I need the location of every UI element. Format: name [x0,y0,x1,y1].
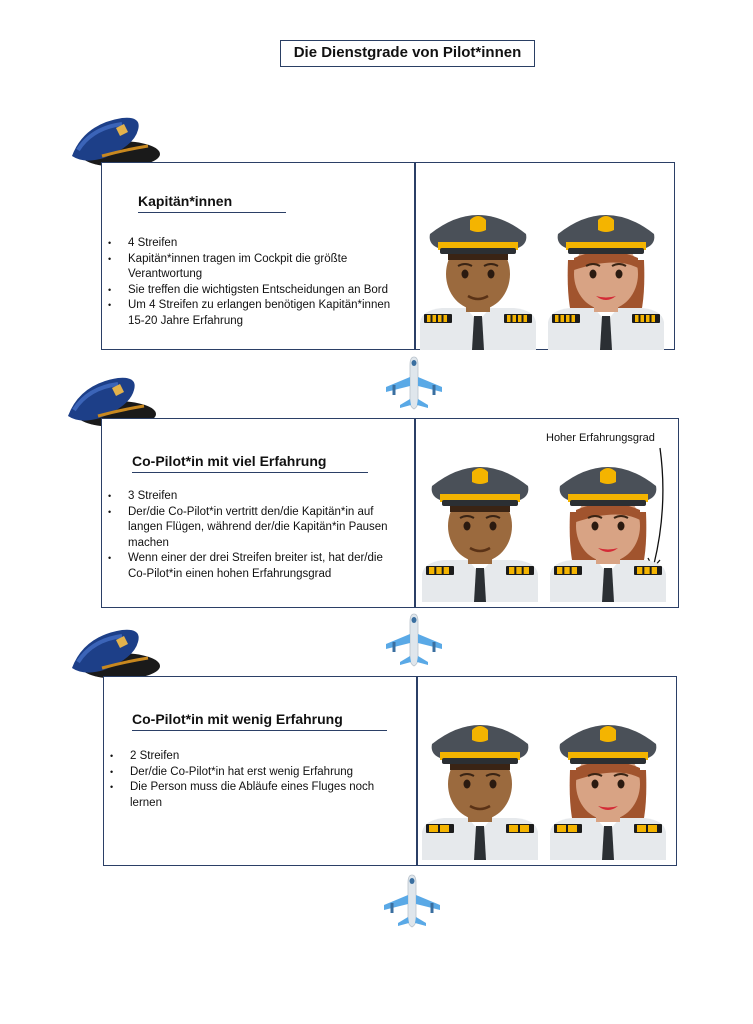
airplane-icon [382,873,442,929]
list-item: • Kapitän*innen tragen im Cockpit die größte Verantwortung [108,252,398,283]
bullet-list [108,489,402,582]
section-heading: Co-Pilot*in mit wenig Erfahrung [132,711,387,731]
woman-pilot-icon [546,198,666,348]
list-item: • Um 4 Streifen zu erlangen benötigen Kapitän*innen 15-20 Jahre Erfahrung [108,298,398,329]
list-item: • 4 Streifen [108,236,398,252]
experience-callout: Hoher Erfahrungsgrad [546,432,655,444]
list-item: • 3 Streifen [108,489,402,505]
bullet-list [110,749,404,811]
section-heading: Co-Pilot*in mit viel Erfahrung [132,453,368,473]
page-title: Die Dienstgrade von Pilot*innen [280,40,535,67]
man-pilot-icon [418,198,538,348]
woman-pilot-icon [548,708,668,860]
list-item: • Die Person muss die Abläufe eines Fluges noch lernen [110,780,404,811]
list-item: • Der/die Co-Pilot*in hat erst wenig Erfahrung [110,765,404,781]
bullet-list [108,236,398,329]
section-heading: Kapitän*innen [138,193,286,213]
airplane-icon [384,355,444,411]
airplane-icon [384,612,444,668]
man-pilot-icon [420,450,540,602]
list-item: • 2 Streifen [110,749,404,765]
list-item: • Sie treffen die wichtigsten Entscheidungen an Bord [108,283,398,299]
man-pilot-icon [420,708,540,860]
woman-pilot-icon [548,450,668,602]
list-item: • Wenn einer der drei Streifen breiter ist, hat der/die Co-Pilot*in einen hohen Erfahrungsgrad [108,551,402,582]
list-item: • Der/die Co-Pilot*in vertritt den/die Kapitän*in auf langen Flügen, während der/die Kapitän*in Pausen machen [108,505,402,552]
